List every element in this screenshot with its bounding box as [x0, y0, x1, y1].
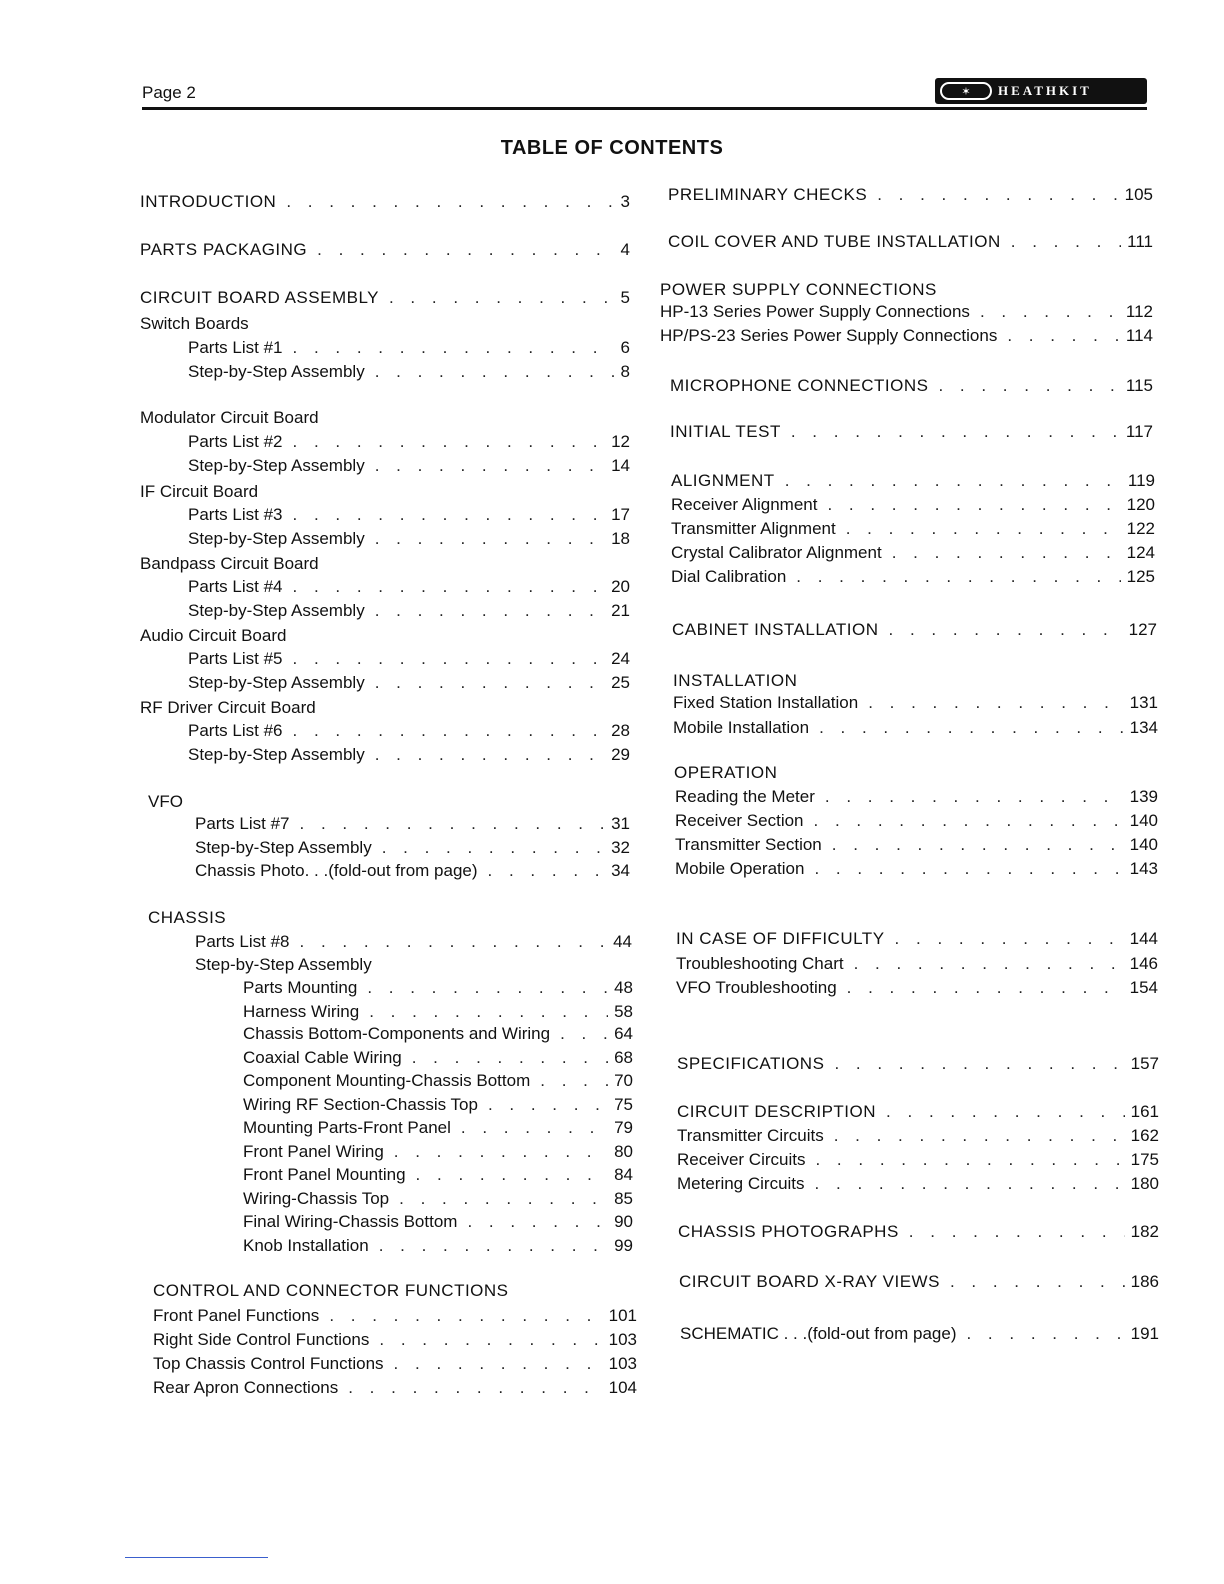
toc-entry[interactable]: Right Side Control Functions . . . 103 — [153, 1330, 637, 1350]
toc-entry[interactable]: CIRCUIT BOARD X-RAY VIEWS . . . 186 — [679, 1272, 1159, 1292]
toc-entry[interactable]: CIRCUIT DESCRIPTION . . . 161 — [677, 1102, 1159, 1122]
toc-entry[interactable]: Parts List #1 . . . 6 — [188, 338, 630, 358]
header-divider — [142, 107, 1147, 110]
logo-text: HEATHKIT — [998, 83, 1092, 98]
toc-group-label: Audio Circuit Board — [140, 626, 287, 645]
toc-entry[interactable]: VFO Troubleshooting . . . 154 — [676, 978, 1158, 998]
toc-group-label: CHASSIS — [148, 908, 227, 927]
toc-group-label: Switch Boards — [140, 314, 249, 333]
toc-entry[interactable]: SPECIFICATIONS . . . 157 — [677, 1054, 1159, 1074]
toc-entry[interactable]: Wiring-Chassis Top . . . 85 — [243, 1189, 633, 1209]
toc-group-label: IF Circuit Board — [140, 482, 259, 501]
toc-entry[interactable]: Receiver Alignment . . . 120 — [671, 495, 1155, 515]
toc-group-label: Bandpass Circuit Board — [140, 554, 319, 573]
toc-group-label: CONTROL AND CONNECTOR FUNCTIONS — [153, 1281, 509, 1300]
toc-entry[interactable]: Rear Apron Connections . . . 104 — [153, 1378, 637, 1398]
toc-entry[interactable]: Transmitter Alignment . . . 122 — [671, 519, 1155, 539]
toc-entry[interactable]: Front Panel Mounting . . . 84 — [243, 1165, 633, 1185]
toc-entry[interactable]: CIRCUIT BOARD ASSEMBLY . . . 5 — [140, 288, 630, 308]
toc-entry[interactable]: Transmitter Circuits . . . 162 — [677, 1126, 1159, 1146]
toc-entry[interactable]: Crystal Calibrator Alignment . . . 124 — [671, 543, 1155, 563]
logo-emblem-icon: ✶ — [940, 82, 992, 100]
toc-entry[interactable]: PARTS PACKAGING . . . 4 — [140, 240, 630, 260]
toc-entry[interactable]: Transmitter Section . . . 140 — [675, 835, 1158, 855]
toc-entry[interactable]: Mobile Installation . . . 134 — [673, 718, 1158, 738]
toc-group-label: OPERATION — [674, 763, 778, 782]
footer-link-line — [125, 1557, 268, 1558]
toc-entry[interactable]: HP/PS-23 Series Power Supply Connections . . . 114 — [660, 326, 1153, 346]
toc-entry[interactable]: Parts List #6 . . . 28 — [188, 721, 630, 741]
toc-entry[interactable]: PRELIMINARY CHECKS . . . 105 — [668, 185, 1153, 205]
toc-entry[interactable]: Parts List #2 . . . 12 — [188, 432, 630, 452]
toc-entry[interactable]: Reading the Meter . . . 139 — [675, 787, 1158, 807]
toc-group-label: INSTALLATION — [673, 671, 798, 690]
toc-entry[interactable]: SCHEMATIC . . .(fold-out from page) . . . 191 — [680, 1324, 1159, 1344]
toc-entry[interactable]: Parts List #5 . . . 24 — [188, 649, 630, 669]
toc-entry[interactable]: Step-by-Step Assembly . . . 14 — [188, 456, 630, 476]
toc-group-label: RF Driver Circuit Board — [140, 698, 316, 717]
toc-entry[interactable]: Front Panel Wiring . . . 80 — [243, 1142, 633, 1162]
toc-entry[interactable]: Chassis Photo. . .(fold-out from page) . . . 34 — [195, 861, 630, 881]
toc-entry[interactable]: Parts List #7 . . . 31 — [195, 814, 630, 834]
toc-entry[interactable]: Step-by-Step Assembly . . . 25 — [188, 673, 630, 693]
toc-entry[interactable]: Mobile Operation . . . 143 — [675, 859, 1158, 879]
toc-entry[interactable]: IN CASE OF DIFFICULTY . . . 144 — [676, 929, 1158, 949]
toc-group-label: Step-by-Step Assembly — [195, 955, 372, 974]
page-title: TABLE OF CONTENTS — [500, 137, 724, 159]
toc-group-label: Modulator Circuit Board — [140, 408, 319, 427]
toc-entry[interactable]: MICROPHONE CONNECTIONS . . . 115 — [670, 376, 1153, 396]
toc-entry[interactable]: Step-by-Step Assembly . . . 21 — [188, 601, 630, 621]
toc-entry[interactable]: Metering Circuits . . . 180 — [677, 1174, 1159, 1194]
heathkit-logo — [935, 78, 1147, 104]
toc-entry[interactable]: Component Mounting-Chassis Bottom . . . 70 — [243, 1071, 633, 1091]
toc-entry[interactable]: ALIGNMENT . . . 119 — [671, 471, 1155, 491]
toc-entry[interactable]: Step-by-Step Assembly . . . 18 — [188, 529, 630, 549]
toc-entry[interactable]: Step-by-Step Assembly . . . 29 — [188, 745, 630, 765]
toc-entry[interactable]: Final Wiring-Chassis Bottom . . . 90 — [243, 1212, 633, 1232]
toc-entry[interactable]: Step-by-Step Assembly . . . 8 — [188, 362, 630, 382]
toc-entry[interactable]: Parts List #4 . . . 20 — [188, 577, 630, 597]
toc-entry[interactable]: Knob Installation . . . 99 — [243, 1236, 633, 1256]
toc-entry[interactable]: Parts Mounting . . . 48 — [243, 978, 633, 998]
toc-entry[interactable]: Mounting Parts-Front Panel . . . 79 — [243, 1118, 633, 1138]
toc-group-label: VFO — [148, 792, 183, 811]
toc-entry[interactable]: Receiver Circuits . . . 175 — [677, 1150, 1159, 1170]
toc-entry[interactable]: Coaxial Cable Wiring . . . 68 — [243, 1048, 633, 1068]
toc-entry[interactable]: Parts List #8 . . . 44 — [195, 932, 632, 952]
toc-entry[interactable]: INTRODUCTION . . . 3 — [140, 192, 630, 212]
toc-entry[interactable]: Chassis Bottom-Components and Wiring . . . 64 — [243, 1024, 633, 1044]
toc-entry[interactable]: Fixed Station Installation . . . 131 — [673, 693, 1158, 713]
toc-entry[interactable]: Top Chassis Control Functions . . . 103 — [153, 1354, 637, 1374]
toc-group-label: POWER SUPPLY CONNECTIONS — [660, 280, 937, 299]
toc-entry[interactable]: CHASSIS PHOTOGRAPHS . . . 182 — [678, 1222, 1159, 1242]
toc-entry[interactable]: Harness Wiring . . . 58 — [243, 1002, 633, 1022]
toc-entry[interactable]: CABINET INSTALLATION . . . 127 — [672, 620, 1157, 640]
toc-entry[interactable]: Step-by-Step Assembly . . . 32 — [195, 838, 630, 858]
toc-entry[interactable]: Front Panel Functions . . . 101 — [153, 1306, 637, 1326]
toc-entry[interactable]: HP-13 Series Power Supply Connections . . . 112 — [660, 302, 1153, 322]
toc-entry[interactable]: Receiver Section . . . 140 — [675, 811, 1158, 831]
toc-entry[interactable]: INITIAL TEST . . . 117 — [670, 422, 1153, 442]
toc-entry[interactable]: Parts List #3 . . . 17 — [188, 505, 630, 525]
toc-entry[interactable]: Troubleshooting Chart . . . 146 — [676, 954, 1158, 974]
page-number-label: Page 2 — [142, 83, 196, 102]
toc-entry[interactable]: Wiring RF Section-Chassis Top . . . 75 — [243, 1095, 633, 1115]
toc-entry[interactable]: Dial Calibration . . . 125 — [671, 567, 1155, 587]
toc-entry[interactable]: COIL COVER AND TUBE INSTALLATION . . . 111 — [668, 232, 1153, 252]
